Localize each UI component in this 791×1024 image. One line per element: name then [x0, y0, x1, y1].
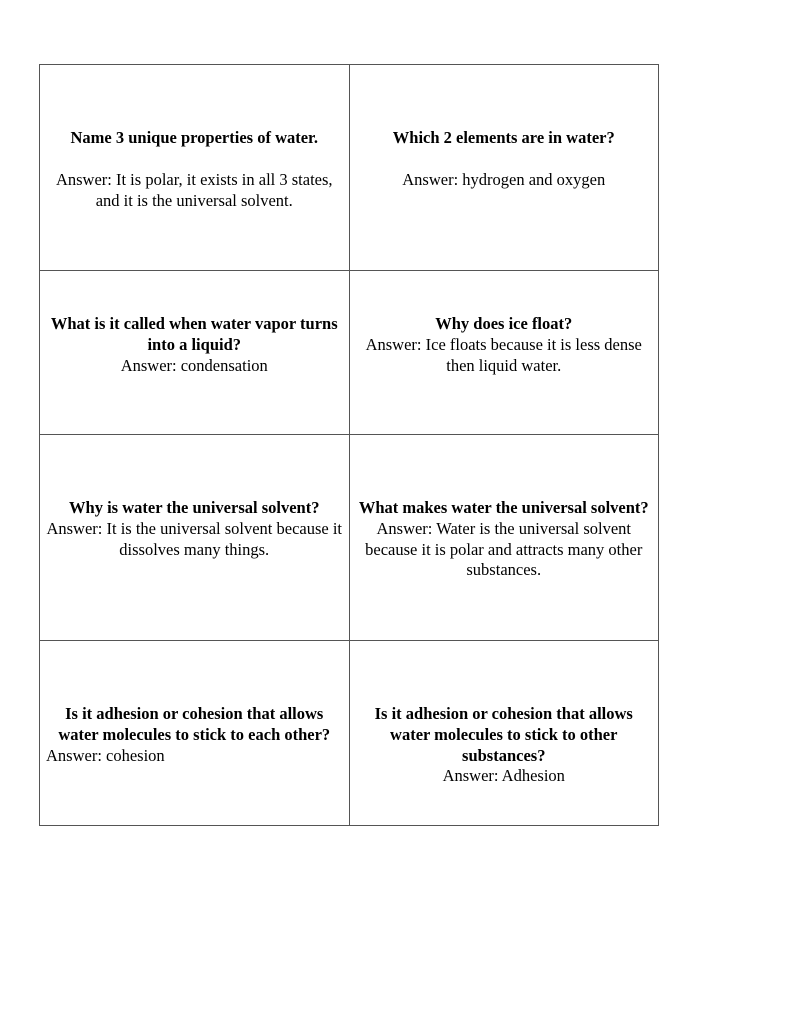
- flashcard-table: [39, 64, 659, 826]
- flashcard-question: Is it adhesion or cohesion that allows water molecules to stick to each other?: [58, 704, 331, 744]
- flashcard-question: Why is water the universal solvent?: [69, 498, 320, 517]
- flashcard-question: What makes water the universal solvent?: [358, 498, 649, 517]
- flashcard-row: [40, 435, 659, 641]
- flashcard: [40, 641, 350, 826]
- flashcard-question: Name 3 unique properties of water.: [70, 128, 318, 147]
- flashcard-answer: Answer: Ice floats because it is less dense then liquid water.: [365, 334, 642, 375]
- flashcard: [349, 271, 659, 435]
- flashcard-answer: Answer: hydrogen and oxygen: [402, 169, 606, 189]
- flashcard-question: What is it called when water vapor turns into a liquid?: [50, 314, 338, 354]
- flashcard: [349, 65, 659, 271]
- flashcard-answer: Answer: Adhesion: [442, 766, 565, 786]
- flashcard-question: Which 2 elements are in water?: [392, 128, 615, 147]
- flashcard: [349, 435, 659, 641]
- flashcard-answer: Answer: It is the universal solvent because it dissolves many things.: [46, 518, 343, 559]
- flashcard-row: [40, 65, 659, 271]
- flashcard-answer: Answer: cohesion: [46, 745, 165, 765]
- flashcard: [40, 271, 350, 435]
- flashcard-question: Is it adhesion or cohesion that allows water molecules to stick to other substances?: [374, 704, 633, 765]
- flashcard-question: Why does ice float?: [435, 314, 573, 333]
- flashcard-answer: Answer: condensation: [120, 355, 268, 375]
- flashcard-row: [40, 641, 659, 826]
- flashcard: [40, 65, 350, 271]
- flashcard-answer: Answer: Water is the universal solvent because it is polar and attracts many other substances.: [365, 518, 643, 580]
- flashcard-answer: Answer: It is polar, it exists in all 3 states, and it is the universal solvent.: [55, 169, 333, 210]
- flashcard: [349, 641, 659, 826]
- flashcard-row: [40, 271, 659, 435]
- flashcard: [40, 435, 350, 641]
